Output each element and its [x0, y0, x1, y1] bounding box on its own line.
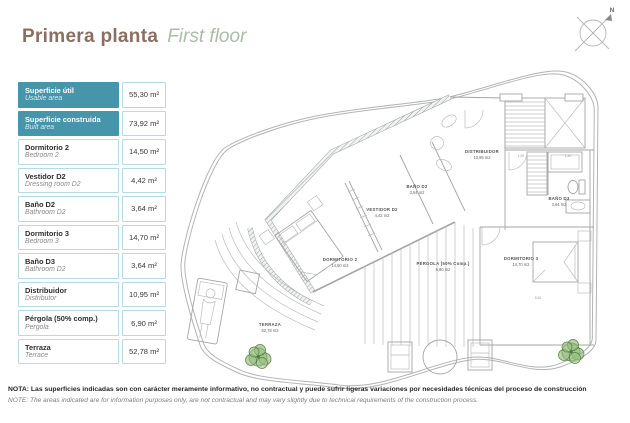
room-area-value: 52,78 m² [122, 339, 166, 365]
room-area-value: 4,42 m² [122, 168, 166, 194]
room-name-es: Pérgola (50% comp.) [25, 314, 98, 324]
room-name-cell [18, 111, 119, 137]
table-row [18, 253, 166, 279]
room-name-es: Baño D3 [25, 257, 55, 267]
dimension: 1,90 [517, 154, 525, 158]
tree-icon [246, 345, 272, 369]
room-name-en: Bedroom 2 [25, 152, 59, 160]
room-name-en: Dressing room D2 [25, 180, 81, 188]
room-name-es: Baño D2 [25, 200, 55, 210]
room-name-cell [18, 282, 119, 308]
room-name-en: Bathroom D2 [25, 266, 66, 274]
note-spanish: NOTA: Las superficies indicadas son con carácter meramente informativo, no contractual y puede sufrir ligeras variaciones por necesidades técnicas del proceso de construcción [8, 386, 587, 393]
area-table [18, 82, 166, 364]
compass-icon [575, 7, 615, 51]
room-name-en: Usable area [25, 95, 63, 103]
room-name-es: Superficie útil [25, 86, 74, 95]
room-label: BAÑO D2 [406, 184, 428, 189]
tree-icon [559, 340, 585, 364]
room-name-es: Dormitorio 2 [25, 143, 69, 153]
table-row [18, 196, 166, 222]
room-area: 6,90 m2 [435, 267, 451, 272]
table-row [18, 111, 166, 137]
table-row [18, 282, 166, 308]
room-area: 3,64 m2 [409, 190, 425, 195]
room-label: TERRAZA [258, 322, 282, 327]
note-english: NOTE: The areas indicated are for information purposes only, are not contractual and may vary slightly due to technical requirements of the construction process. [8, 396, 479, 404]
room-name-cell [18, 225, 119, 251]
dimension: 1,40 [564, 154, 572, 158]
room-area: 3,64 m2 [551, 202, 567, 207]
room-name-en: Bedroom 3 [25, 237, 59, 245]
room-name-en: Pergola [25, 323, 49, 331]
room-name-cell [18, 253, 119, 279]
room-name-cell [18, 339, 119, 365]
room-name-en: Bathroom D2 [25, 209, 66, 217]
room-area: 4,42 m2 [374, 213, 390, 218]
room-area-value: 55,30 m² [122, 82, 166, 108]
room-name-cell [18, 310, 119, 336]
room-name-cell [18, 196, 119, 222]
title-english: First floor [167, 26, 247, 47]
distribuidor-decor [431, 112, 459, 173]
terrace-steps [215, 222, 324, 330]
room-area-value: 73,92 m² [122, 111, 166, 137]
terrace-boundary [181, 71, 598, 389]
room-area-value: 10,95 m² [122, 282, 166, 308]
room-label: BAÑO D3 [548, 196, 570, 201]
table-row [18, 168, 166, 194]
room-label: DISTRIBUIDOR [464, 149, 500, 154]
room-area-value: 14,50 m² [122, 139, 166, 165]
room-area-value: 6,90 m² [122, 310, 166, 336]
legal-note [8, 386, 624, 405]
room-name-en: Distributor [25, 294, 57, 302]
room-label: DORMITORIO 3 [503, 256, 539, 261]
table-row [18, 139, 166, 165]
title-spanish: Primera planta [22, 26, 159, 47]
room-area-value: 3,64 m² [122, 196, 166, 222]
pergola-slats [365, 222, 473, 347]
room-area: 14,70 m2 [512, 262, 530, 267]
room-area: 10,95 m2 [473, 155, 491, 160]
table-row [18, 82, 166, 108]
room-name-cell [18, 82, 119, 108]
room-name-es: Distribuidor [25, 285, 67, 295]
room-label: VESTIDOR D2 [366, 207, 398, 212]
room-name-cell [18, 139, 119, 165]
table-row [18, 310, 166, 336]
room-name-es: Dormitorio 3 [25, 228, 69, 238]
room-area: 14,50 m2 [331, 263, 349, 268]
bed-dormitorio3-icon [533, 231, 591, 293]
dimension: 5,30 [534, 296, 542, 300]
room-area-value: 14,70 m² [122, 225, 166, 251]
room-name-en: Terrace [25, 352, 49, 360]
room-name-es: Superficie construida [25, 114, 101, 124]
room-name-es: Terraza [25, 342, 51, 352]
room-area: 52,78 m2 [261, 328, 279, 333]
page-title [22, 26, 246, 48]
room-label: DORMITORIO 2 [322, 257, 358, 262]
table-row [18, 225, 166, 251]
north-label: N [609, 7, 615, 14]
room-name-en: Built area [25, 123, 55, 131]
room-name-cell [18, 168, 119, 194]
table-row [18, 339, 166, 365]
roof-and-stairs [500, 94, 585, 195]
room-area-value: 3,64 m² [122, 253, 166, 279]
room-label: PÉRGOLA (50% Comp.) [416, 261, 470, 266]
room-name-es: Vestidor D2 [25, 171, 66, 181]
